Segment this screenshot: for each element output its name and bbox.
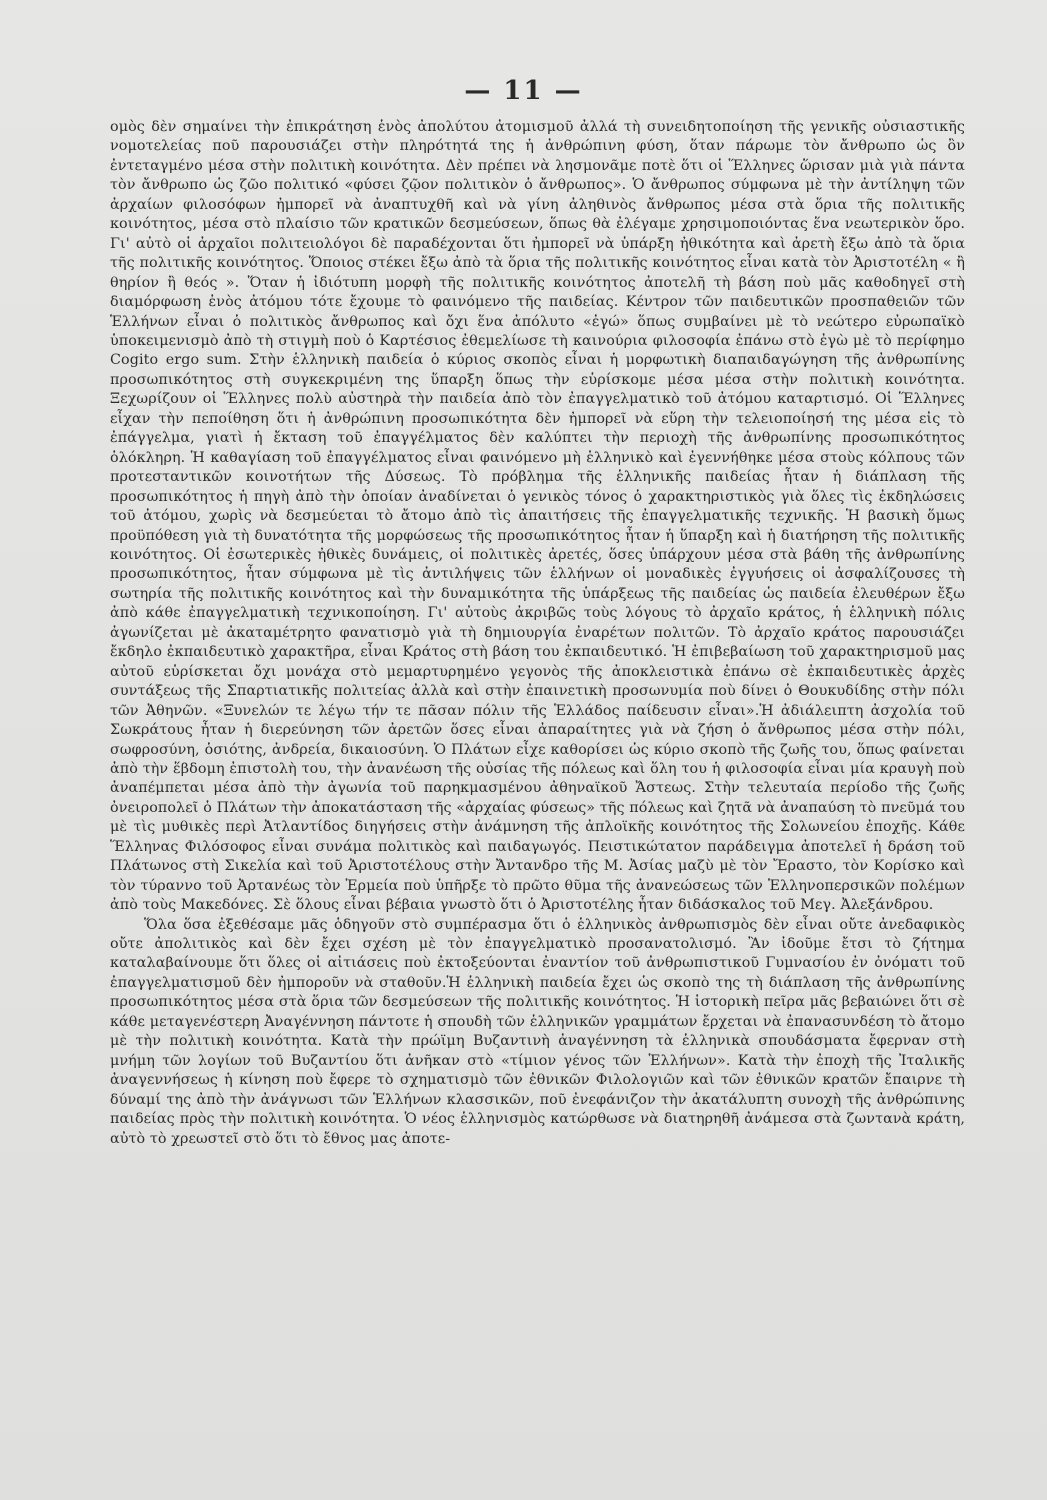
paragraph-2: Ὅλα ὅσα ἐξεθέσαμε μᾶς ὁδηγοῦν στὸ συμπέρασμα ὅτι ὁ ἑλληνικὸς ἀνθρωπισμὸς δὲν εἶναι οὔτε ἀνεδαφικὸς οὔτε ἀπολιτικὸς καὶ δὲν ἔχει σχέση μὲ τὸν ἐπαγγελματικὸ προσανατολισμό. Ἂν ἰδοῦμε ἔτσι τὸ ζήτημα καταλαβαίνουμε ὅτι ὅλες οἱ αἰτιάσεις ποὺ ἐκτοξεύονται ἐναντίον τοῦ ἀνθρωπιστικοῦ Γυμνασίου ἐν ὀνόματι τοῦ ἐπαγγελματισμοῦ δὲν ἠμποροῦν νὰ σταθοῦν.Ἡ ἑλληνικὴ παιδεία ἔχει ὡς σκοπὸ της τὴ διάπλαση τῆς ἀνθρωπίνης προσωπικότητος μέσα στὰ ὅρια τῶν δεσμεύσεων τῆς πολιτικῆς κοινότητος. Ἡ ἱστορικὴ πεῖρα μᾶς βεβαιώνει ὅτι σὲ κάθε μεταγενέστερη Ἀναγέννηση πάντοτε ἡ σπουδὴ τῶν ἑλληνικῶν γραμμάτων ἔρχεται νὰ ἐπανασυνδέση τὸ ἄτομο μὲ τὴν πολιτικὴ κοινότητα. Κατὰ τὴν πρώϊμη Βυζαντινὴ ἀναγέννηση τὰ ἑλληνικὰ σπουδάσματα ἔφερναν στὴ μνήμη τῶν λογίων τοῦ Βυζαντίου ὅτι ἀνῆκαν στὸ «τίμιον γένος τῶν Ἑλλήνων». Κατὰ τὴν ἐποχὴ τῆς Ἰταλικῆς ἀναγεννήσεως ἡ κίνηση ποὺ ἔφερε τὸ σχηματισμὸ τῶν ἐθνικῶν Φιλολογιῶν καὶ τῶν ἐθνικῶν κρατῶν ἔπαιρνε τὴ δύναμί της ἀπὸ τὴν ἀνάγνωσι τῶν Ἑλλήνων κλασσικῶν, ποῦ ἐνεφάνιζον τὴν ἀκατάλυπτη συνοχὴ τῆς ἀνθρώπινης παιδείας πρὸς τὴν πολιτικὴ κοινότητα. Ὁ νέος ἑλληνισμὸς κατώρθωσε νὰ διατηρηθῆ ἀνάμεσα στὰ ζωντανὰ κράτη, αὐτὸ τὸ χρεωστεῖ στὸ ὅτι τὸ ἔθνος μας ἀποτε-	[110, 916, 965, 1147]
paragraph-1: ομὸς δὲν σημαίνει τὴν ἐπικράτηση ἑνὸς ἀπολύτου ἀτομισμοῦ ἀλλά τὴ συνειδητοποίηση τῆς γενικῆς οὐσιαστικῆς νομοτελείας ποῦ παρουσιάζει στὴν πληρότητά της ἡ ἀνθρώπινη φύση, ὅταν πάρωμε τὸν ἄνθρωπο ὡς ὂν ἐντεταγμένο μέσα στὴν πολιτικὴ κοινότητα. Δὲν πρέπει νὰ λησμονᾶμε ποτὲ ὅτι οἱ Ἕλληνες ὥρισαν μιὰ γιὰ πάντα τὸν ἄνθρωπο ὡς ζῶο πολιτικό «φύσει ζῷον πολιτικὸν ὁ ἄνθρωπος». Ὁ ἄνθρωπος σύμφωνα μὲ τὴν ἀντίληψη τῶν ἀρχαίων φιλοσόφων ἠμπορεῖ νὰ ἀναπτυχθῆ καὶ νὰ γίνη ἀληθινὸς ἄνθρωπος μέσα στὰ ὅρια τῆς πολιτικῆς κοινότητος, μέσα στὸ πλαίσιο τῶν κρατικῶν δεσμεύσεων, ὅπως θὰ ἐλέγαμε χρησιμοποιόντας ἕνα νεωτερικὸν ὅρο. Γι' αὐτὸ οἱ ἀρχαῖοι πολιτειολόγοι δὲ παραδέχονται ὅτι ἠμπορεῖ νὰ ὑπάρξη ἠθικότητα καὶ ἀρετὴ ἔξω ἀπὸ τὰ ὅρια τῆς πολιτικῆς κοινότητος. Ὅποιος στέκει ἔξω ἀπὸ τὰ ὅρια τῆς πολιτικῆς κοινότητος εἶναι κατὰ τὸν Ἀριστοτέλη « ἢ θηρίον ἢ θεός ». Ὅταν ἡ ἰδιότυπη μορφὴ τῆς πολιτικῆς κοινότητος ἀποτελῆ τὴ βάση ποὺ μᾶς καθοδηγεῖ στὴ διαμόρφωση ἑνὸς ἀτόμου τότε ἔχουμε τὸ φαινόμενο τῆς παιδείας. Κέντρον τῶν παιδευτικῶν προσπαθειῶν τῶν Ἑλλήνων εἶναι ὁ πολιτικὸς ἄνθρωπος καὶ ὄχι ἕνα ἀπόλυτο «ἐγώ» ὅπως συμβαίνει μὲ τὸ νεώτερο εὐρωπαϊκὸ ὑποκειμενισμὸ ἀπὸ τὴ στιγμὴ ποὺ ὁ Καρτέσιος ἐθεμελίωσε τὴ καινούρια φιλοσοφία ἐπάνω στὸ ἐγὼ μὲ τὸ περίφημο Cogito ergo sum. Στὴν ἑλληνικὴ παιδεία ὁ κύριος σκοπὸς εἶναι ἡ μορφωτικὴ διαπαιδαγώγηση τῆς ἀνθρωπίνης προσωπικότητος στὴ συγκεκριμένη της ὕπαρξη ὅπως τὴν εὑρίσκομε μέσα μέσα στὴν πολιτικὴ κοινότητα. Ξεχωρίζουν οἱ Ἕλληνες πολὺ αὐστηρὰ τὴν παιδεία ἀπὸ τὸν ἐπαγγελματικὸ τοῦ ἀτόμου καταρτισμό. Οἱ Ἕλληνες εἶχαν τὴν πεποίθηση ὅτι ἡ ἀνθρώπινη προσωπικότητα δὲν ἠμπορεῖ νὰ εὕρη τὴν τελειοποίησή της μέσα εἰς τὸ ἐπάγγελμα, γιατὶ ἡ ἔκταση τοῦ ἐπαγγέλματος δὲν καλύπτει τὴν περιοχὴ τῆς ἀνθρωπίνης προσωπικότητος ὁλόκληρη. Ἡ καθαγίαση τοῦ ἐπαγγέλματος εἶναι φαινόμενο μὴ ἑλληνικὸ καὶ ἐγεννήθηκε μέσα στοὺς κόλπους τῶν προτεσταντικῶν κοινοτήτων τῆς Δύσεως. Τὸ πρόβλημα τῆς ἑλληνικῆς παιδείας ἦταν ἡ διάπλαση τῆς προσωπικότητος ἡ πηγὴ ἀπὸ τὴν ὁποίαν ἀναδίνεται ὁ γενικὸς τόνος ὁ χαρακτηριστικὸς γιὰ ὅλες τὶς ἐκδηλώσεις τοῦ ἀτόμου, χωρὶς νὰ δεσμεύεται τὸ ἄτομο ἀπὸ τὶς ἀπαιτήσεις τῆς ἐπαγγελματικῆς τεχνικῆς. Ἡ βασικὴ ὅμως προϋπόθεση γιὰ τὴ δυνατότητα τῆς μορφώσεως τῆς προσωπικότητος ἦταν ἡ ὕπαρξη καὶ ἡ διατήρηση τῆς πολιτικῆς κοινότητος. Οἱ ἐσωτερικὲς ἠθικὲς δυνάμεις, οἱ πολιτικὲς ἀρετές, ὅσες ὑπάρχουν μέσα στὰ βάθη τῆς ἀνθρωπίνης προσωπικότητος, ἦταν σύμφωνα μὲ τὶς ἀντιλήψεις τῶν ἑλλήνων οἱ μοναδικὲς ἐγγυήσεις οἱ ἀσφαλίζουσες τὴ σωτηρία τῆς πολιτικῆς κοινότητος καὶ τὴν δυναμικότητα τῆς ὑπάρξεως τῆς παιδείας ὡς παιδεία ἐλευθέρων ἔξω ἀπὸ κάθε ἐπαγγελματικὴ τεχνικοποίηση. Γι' αὐτοὺς ἀκριβῶς τοὺς λόγους τὸ ἀρχαῖο κράτος, ἡ ἑλληνικὴ πόλις ἀγωνίζεται μὲ ἀκαταμέτρητο φανατισμὸ γιὰ τὴ δημιουργία ἐναρέτων πολιτῶν. Τὸ ἀρχαῖο κράτος παρουσιάζει ἔκδηλο ἐκπαιδευτικὸ χαρακτῆρα, εἶναι Κράτος στὴ βάση του ἐκπαιδευτικό. Ἡ ἐπιβεβαίωση τοῦ χαρακτηρισμοῦ μας αὐτοῦ εὑρίσκεται ὄχι μονάχα στὸ μεμαρτυρημένο γεγονὸς τῆς ἀποκλειστικὰ ἐπάνω σὲ ἐκπαιδευτικὲς ἀρχὲς συντάξεως τῆς Σπαρτιατικῆς πολιτείας ἀλλὰ καὶ στὴν ἐπαινετικὴ προσωνυμία ποὺ δίνει ὁ Θουκυδίδης στὴν πόλι τῶν Ἀθηνῶν. «Ξυνελών τε λέγω τήν τε πᾶσαν πόλιν τῆς Ἑλλάδος παίδευσιν εἶναι».Ἡ ἀδιάλειπτη ἀσχολία τοῦ Σωκράτους ἦταν ἡ διερεύνηση τῶν ἀρετῶν ὅσες εἶναι ἀπαραίτητες γιὰ νὰ ζήση ὁ ἄνθρωπος μέσα στὴν πόλι, σωφροσύνη, ὁσιότης, ἀνδρεία, δικαιοσύνη. Ὁ Πλάτων εἶχε καθορίσει ὡς κύριο σκοπὸ τῆς ζωῆς του, ὅπως φαίνεται ἀπὸ τὴν ἕβδομη ἐπιστολὴ του, τὴν ἀνανέωση τῆς οὐσίας τῆς πόλεως καὶ ὅλη του ἡ φιλοσοφία εἶναι μία κραυγὴ ποὺ ἀναπέμπεται μέσα ἀπὸ τὴν ἀγωνία τοῦ παρηκμασμένου ἀθηναϊκοῦ Ἄστεως. Στὴν τελευταία περίοδο τῆς ζωῆς ὀνειροπολεῖ ὁ Πλάτων τὴν ἀποκατάσταση τῆς «ἀρχαίας φύσεως» τῆς πόλεως καὶ ζητᾶ νὰ ἀναπαύση τὸ πνεῦμά του μὲ τὶς μυθικὲς περὶ Ἀτλαντίδος διηγήσεις στὴν ἀνάμνηση τῆς ἀπλοϊκῆς κοινότητος τῆς Σολωνείου ἐποχῆς. Κάθε Ἕλληνας Φιλόσοφος εἶναι συνάμα πολιτικὸς καὶ παιδαγωγός. Πειστικώτατον παράδειγμα ἀποτελεῖ ἡ δράση τοῦ Πλάτωνος στὴ Σικελία καὶ τοῦ Ἀριστοτέλους στὴν Ἄντανδρο τῆς Μ. Ἀσίας μαζὺ μὲ τὸν Ἔραστο, τὸν Κορίσκο καὶ τὸν τύραννο τοῦ Ἀρτανέως τὸν Ἑρμεία ποὺ ὑπῆρξε τὸ πρῶτο θῦμα τῆς ἀνανεώσεως τῶν Ἑλληνοπερσικῶν πολέμων ἀπὸ τοὺς Μακεδόνες. Σὲ ὅλους εἶναι βέβαια γνωστὸ ὅτι ὁ Ἀριστοτέλης ἦταν διδάσκαλος τοῦ Μεγ. Ἀλεξάνδρου.	[110, 119, 965, 914]
page-number: — 11 —	[464, 76, 583, 106]
body-text	[110, 118, 965, 1149]
